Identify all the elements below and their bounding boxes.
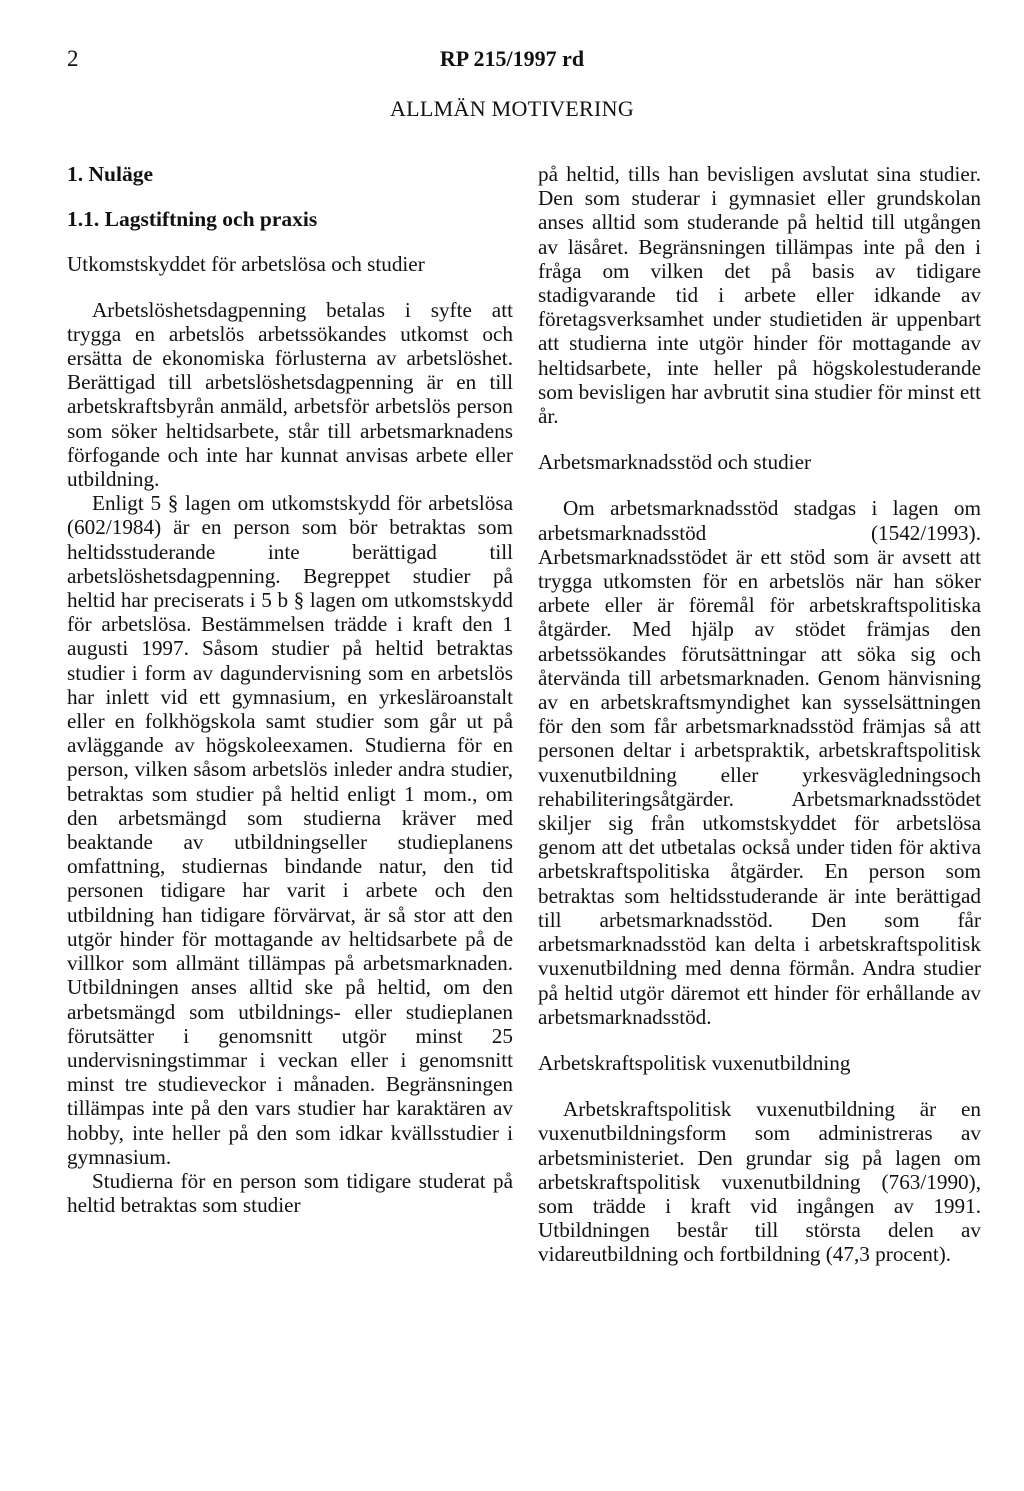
- document-id: RP 215/1997 rd: [439, 46, 585, 71]
- heading-nulage: 1. Nuläge: [67, 162, 153, 186]
- right-column: [538, 162, 981, 1267]
- paragraph: Om arbetsmarknadsstöd stadgas i lagen om arbetsmarknadsstöd (1542/1993). Arbetsmarknadsstödet är ett stöd som är avsett att trygga utkomsten för en arbetslös när han söker arbete eller är föremål för arbetskraftspolitiska åtgärder. Med hjälp av stödet främjas den arbetssökandes förutsättningar att söka sig och återvända till arbetsmarknaden. Genom hänvisning av en arbetskraftsmyndighet kan sysselsättningen för den som får arbetsmarknadsstöd främjas så att personen deltar i arbetspraktik, arbetskraftspolitisk vuxenutbildning eller yrkesvägledningsoch rehabiliteringsåtgärder. Arbetsmarknadsstödet skiljer sig från utkomstskyddet för arbetslösa genom att det utbetalas också under tiden för aktiva arbetskraftspolitiska åtgärder. En person som betraktas som heltidsstuderande är inte berättigad till arbetsmarknadsstöd. Den som får arbetsmarknadsstöd kan delta i arbetskraftspolitisk vuxenutbildning med denna förmån. Andra studier på heltid utgör däremot ett hinder för erhållande av arbetsmarknadsstöd.: [538, 496, 981, 1029]
- paragraph: Arbetskraftspolitisk vuxenutbildning är en vuxenutbildningsform som administreras av arbetsministeriet. Den grundar sig på lagen om arbetskraftspolitisk vuxenutbildning (763/1990), som trädde i kraft vid ingången av 1991. Utbildningen består till största delen av vidareutbildning och fortbildning (47,3 procent).: [538, 1097, 981, 1267]
- heading-lagstiftning: 1.1. Lagstiftning och praxis: [67, 207, 318, 232]
- subheading-vuxenutbildning: Arbetskraftspolitisk vuxenutbildning: [538, 1050, 851, 1075]
- subheading-utkomstskydd: Utkomstskyddet för arbetslösa och studier: [67, 252, 425, 277]
- paragraph: Studierna för en person som tidigare studerat på heltid betraktas som studier: [67, 1168, 513, 1218]
- page-number: 2: [67, 46, 79, 71]
- subheading-arbetsmarknadsstod: Arbetsmarknadsstöd och studier: [538, 450, 812, 475]
- section-title: ALLMÄN MOTIVERING: [389, 96, 635, 121]
- paragraph: Arbetslöshetsdagpenning betalas i syfte att trygga en arbetslös arbetssökandes utkomst och ersätta de ekonomiska förlusterna av arbetslöshet. Berättigad till arbetslöshetsdagpenning är en till arbetskraftsbyrån anmäld, arbetsför arbetslös person som söker heltidsarbete, står till arbetsmarknadens förfogande och inte har kunnat anvisas arbete eller utbildning.: [67, 297, 513, 492]
- paragraph: på heltid, tills han bevisligen avslutat sina studier. Den som studerar i gymnasiet eller grundskolan anses alltid som studerande på heltid till utgången av läsåret. Begränsningen tillämpas inte på den i fråga om vilken det på basis av tidigare stadigvarande tid i arbete eller idkande av företagsverksamhet under studietiden är uppenbart att studierna inte utgör hinder för mottagande av heltidsarbete, inte heller på högskolestuderande som bevisligen har avbrutit sina studier för minst ett år.: [538, 162, 981, 429]
- paragraph: Enligt 5 § lagen om utkomstskydd för arbetslösa (602/1984) är en person som bör betraktas som heltidsstuderande inte berättigad till arbetslöshetsdagpenning. Begreppet studier på heltid har preciserats i 5 b § lagen om utkomstskydd för arbetslösa. Bestämmelsen trädde i kraft den 1 augusti 1997. Såsom studier på heltid betraktas studier i form av dagundervisning som en arbetslös har inlett vid ett gymnasium, en yrkesläroanstalt eller en folkhögskola samt studier som går ut på avläggande av högskoleexamen. Studierna för en person, vilken såsom arbetslös inleder andra studier, betraktas som studier på heltid enligt 1 mom., om den arbetsmängd som studierna kräver med beaktande av utbildningseller studieplanens omfattning, studiernas bindande natur, den tid personen tidigare har varit i arbete och den utbildning han tidigare förvärvat, är så stor att den utgör hinder för mottagande av heltidsarbete på de villkor som allmänt tillämpas på arbetsmarknaden. Utbildningen anses alltid ske på heltid, om den arbetsmängd som utbildnings- eller studieplanen förutsätter i genomsnitt utgör minst 25 undervisningstimmar i veckan eller i genomsnitt minst tre studieveckor i månaden. Begränsningen tillämpas inte på den vars studier har karaktären av hobby, inte heller på den som idkar kvällsstudier i gymnasium.: [67, 491, 513, 1169]
- page-header: [0, 46, 1024, 76]
- left-column: [67, 162, 513, 1217]
